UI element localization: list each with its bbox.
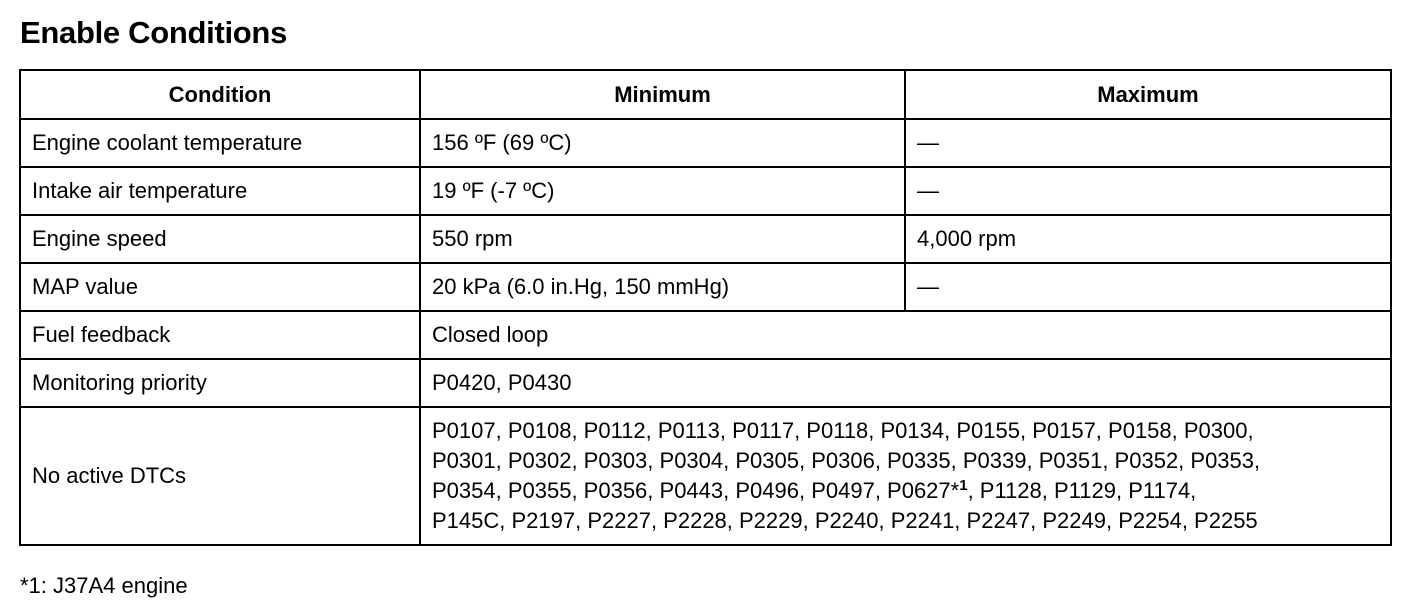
dtc-list-line bbox=[432, 476, 1379, 506]
table-row bbox=[20, 311, 1391, 359]
table-row bbox=[20, 407, 1391, 545]
enable-conditions-table bbox=[19, 69, 1392, 546]
maximum-cell: 4,000 rpm bbox=[905, 215, 1391, 263]
condition-cell: Monitoring priority bbox=[20, 359, 420, 407]
dtc-list-line: P0301, P0302, P0303, P0304, P0305, P0306, P0335, P0339, P0351, P0352, P0353, bbox=[432, 448, 1261, 473]
condition-cell: Engine coolant temperature bbox=[20, 119, 420, 167]
dtc-list-cell bbox=[420, 407, 1391, 545]
column-header-maximum: Maximum bbox=[905, 70, 1391, 119]
condition-cell: MAP value bbox=[20, 263, 420, 311]
value-cell: P0420, P0430 bbox=[420, 359, 1391, 407]
condition-cell: Intake air temperature bbox=[20, 167, 420, 215]
condition-cell: Fuel feedback bbox=[20, 311, 420, 359]
dtc-list-text: P0354, P0355, P0356, P0443, P0496, P0497, P0627* bbox=[432, 478, 960, 503]
table-row bbox=[20, 167, 1391, 215]
minimum-cell: 156 ºF (69 ºC) bbox=[420, 119, 905, 167]
footnote-marker: 1 bbox=[959, 477, 968, 494]
dtc-list-line: P145C, P2197, P2227, P2228, P2229, P2240, P2241, P2247, P2249, P2254, P2255 bbox=[432, 508, 1258, 533]
table-row bbox=[20, 263, 1391, 311]
value-cell: Closed loop bbox=[420, 311, 1391, 359]
minimum-cell: 19 ºF (-7 ºC) bbox=[420, 167, 905, 215]
page-title: Enable Conditions bbox=[20, 15, 288, 50]
dtc-list-text: , P1128, P1129, P1174, bbox=[967, 478, 1197, 503]
column-header-condition: Condition bbox=[20, 70, 420, 119]
minimum-cell: 550 rpm bbox=[420, 215, 905, 263]
column-header-minimum: Minimum bbox=[420, 70, 905, 119]
table-header-row bbox=[20, 70, 1391, 119]
minimum-cell: 20 kPa (6.0 in.Hg, 150 mmHg) bbox=[420, 263, 905, 311]
maximum-cell: — bbox=[905, 167, 1391, 215]
maximum-cell: — bbox=[905, 119, 1391, 167]
dtc-list-line: P0107, P0108, P0112, P0113, P0117, P0118, P0134, P0155, P0157, P0158, P0300, bbox=[432, 418, 1254, 443]
maximum-cell: — bbox=[905, 263, 1391, 311]
condition-cell: Engine speed bbox=[20, 215, 420, 263]
table-row bbox=[20, 119, 1391, 167]
footnote: *1: J37A4 engine bbox=[20, 573, 188, 598]
condition-cell: No active DTCs bbox=[20, 407, 420, 545]
table-row bbox=[20, 215, 1391, 263]
table-row bbox=[20, 359, 1391, 407]
